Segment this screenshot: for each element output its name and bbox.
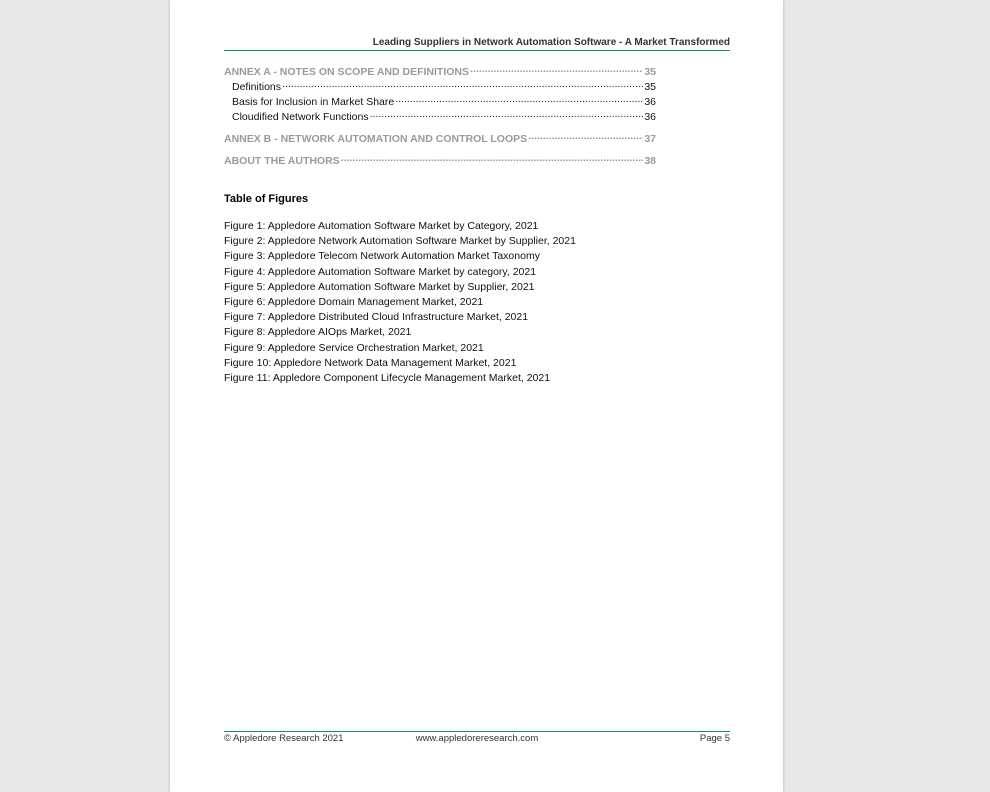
figure-list-item[interactable]: Figure 4: Appledore Automation Software Market by category, 2021 [224, 265, 537, 278]
header-title: Leading Suppliers in Network Automation Software - A Market Transformed [372, 37, 730, 48]
toc-entry-annex-a[interactable] [224, 64, 656, 78]
figure-list-item[interactable]: Figure 11: Appledore Component Lifecycle Management Market, 2021 [224, 371, 551, 383]
toc-leader-dots [282, 79, 643, 90]
toc-leader-dots [370, 109, 644, 120]
toc-entry-page: 36 [644, 110, 656, 123]
document-page [170, 0, 783, 792]
figure-list-item[interactable]: Figure 5: Appledore Automation Software Market by Supplier, 2021 [224, 280, 535, 293]
footer-rule [224, 731, 730, 732]
toc-entry-label: ABOUT THE AUTHORS [224, 154, 340, 167]
toc-entry-label: ANNEX B - NETWORK AUTOMATION AND CONTROL LOOPS [224, 132, 528, 145]
figure-list-item[interactable]: Figure 7: Appledore Distributed Cloud Infrastructure Market, 2021 [224, 311, 529, 324]
toc-leader-dots [395, 94, 643, 105]
figure-list-item[interactable]: Figure 3: Appledore Telecom Network Automation Market Taxonomy [224, 250, 540, 263]
footer-page-number: Page 5 [699, 733, 730, 744]
header-rule [224, 50, 730, 51]
figure-list-item[interactable]: Figure 1: Appledore Automation Software Market by Category, 2021 [224, 220, 539, 232]
figure-list-item[interactable]: Figure 2: Appledore Network Automation Software Market by Supplier, 2021 [224, 235, 576, 248]
toc-leader-dots [528, 131, 643, 142]
toc-leader-dots [341, 153, 644, 164]
toc-entry-page: 37 [644, 132, 656, 145]
toc-entry-definitions[interactable] [224, 79, 656, 93]
toc-entry-label: Basis for Inclusion in Market Share [232, 95, 395, 108]
table-of-figures-title: Table of Figures [224, 193, 309, 205]
figure-list-item[interactable]: Figure 9: Appledore Service Orchestration Market, 2021 [224, 341, 484, 354]
toc-entry-annex-b[interactable] [224, 131, 656, 145]
figure-list-item[interactable]: Figure 6: Appledore Domain Management Market, 2021 [224, 295, 484, 308]
figure-list-item[interactable]: Figure 10: Appledore Network Data Management Market, 2021 [224, 356, 517, 369]
toc-entry-page: 35 [644, 65, 656, 78]
toc-entry-label: Definitions [232, 80, 282, 93]
toc-entry-page: 38 [644, 154, 656, 167]
footer-copyright: © Appledore Research 2021 [224, 733, 344, 744]
toc-entry-page: 35 [644, 80, 656, 93]
table-of-figures-list [224, 219, 644, 383]
toc-entry-label: ANNEX A - NOTES ON SCOPE AND DEFINITIONS [224, 65, 470, 78]
toc-entry-label: Cloudified Network Functions [232, 110, 369, 123]
toc-entry-cloudified-network-functions[interactable] [224, 109, 656, 123]
toc-entry-basis-for-inclusion[interactable] [224, 94, 656, 108]
toc-entry-page: 36 [644, 95, 656, 108]
footer-website: www.appledoreresearch.com [415, 733, 539, 744]
toc-entry-about-the-authors[interactable] [224, 153, 656, 167]
page-footer [224, 733, 730, 747]
figure-list-item[interactable]: Figure 8: Appledore AIOps Market, 2021 [224, 326, 412, 339]
toc-leader-dots [470, 64, 643, 75]
